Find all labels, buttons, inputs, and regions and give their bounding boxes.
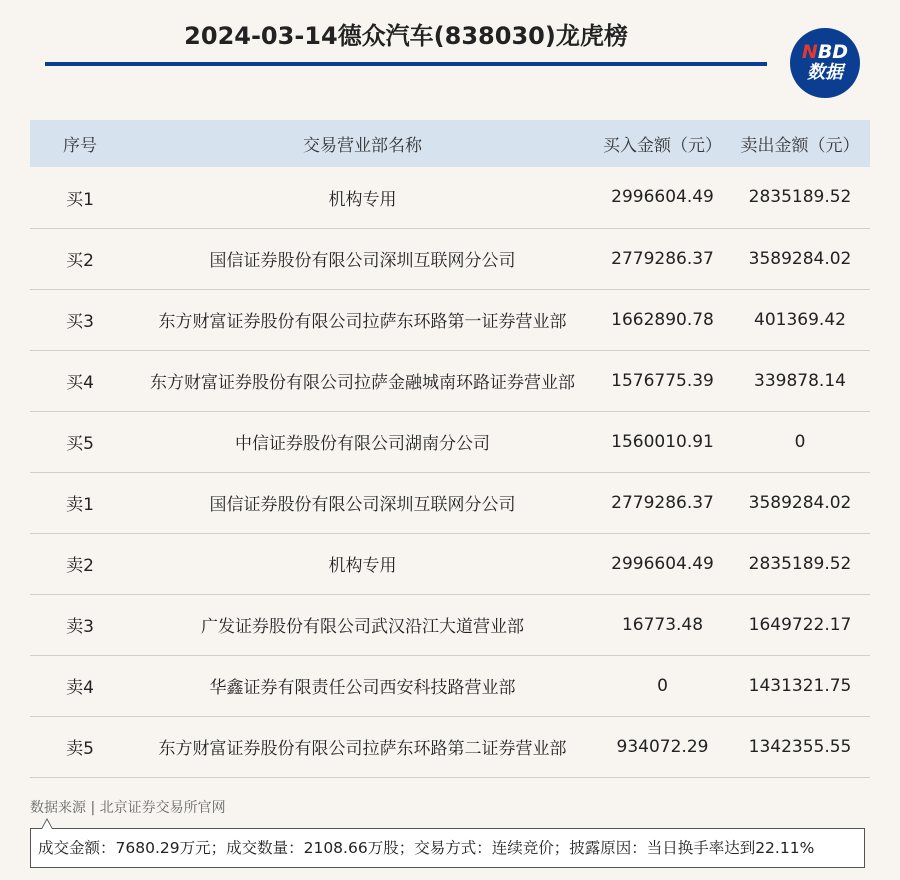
cell-branch-name: 东方财富证券股份有限公司拉萨东环路第一证券营业部	[158, 312, 567, 332]
page-title: 2024-03-14德众汽车(838030)龙虎榜	[184, 22, 628, 50]
table-row	[30, 594, 870, 655]
cell-sell-amount: 0	[794, 431, 806, 452]
cell-buy-amount: 1560010.91	[611, 431, 714, 452]
cell-seq: 卖1	[66, 495, 94, 515]
data-source: 数据来源 | 北京证券交易所官网	[30, 800, 226, 816]
cell-buy-amount: 2779286.37	[611, 248, 714, 269]
header-seq: 序号	[63, 136, 97, 156]
logo-n: N	[801, 41, 818, 63]
title-underline	[45, 62, 767, 66]
cell-buy-amount: 2779286.37	[611, 492, 714, 513]
cell-buy-amount: 1662890.78	[611, 309, 714, 330]
callout-pointer-fill	[42, 820, 52, 829]
table-row	[30, 655, 870, 716]
cell-branch-name: 机构专用	[328, 189, 397, 210]
cell-branch-name: 东方财富证券股份有限公司拉萨东环路第二证券营业部	[158, 739, 567, 759]
cell-buy-amount: 2996604.49	[611, 187, 714, 208]
cell-branch-name: 东方财富证券股份有限公司拉萨金融城南环路证券营业部	[150, 373, 575, 393]
cell-branch-name: 机构专用	[328, 556, 397, 576]
cell-branch-name: 广发证券股份有限公司武汉沿江大道营业部	[201, 617, 524, 637]
logo-bd: BD	[817, 41, 849, 63]
header-buy-amount: 买入金额（元）	[603, 136, 722, 156]
cell-sell-amount: 401369.42	[754, 309, 846, 330]
cell-sell-amount: 2835189.52	[748, 187, 852, 208]
nbd-logo	[790, 28, 860, 98]
table-row	[30, 533, 870, 594]
header-branch-name: 交易营业部名称	[303, 136, 422, 156]
table-header-row	[30, 120, 870, 167]
cell-seq: 卖5	[66, 739, 94, 759]
cell-sell-amount: 2835189.52	[748, 553, 852, 574]
cell-sell-amount: 3589284.02	[748, 492, 852, 513]
header-sell-amount: 卖出金额（元）	[740, 136, 860, 156]
cell-buy-amount: 2996604.49	[611, 553, 714, 574]
dragon-tiger-table	[30, 120, 870, 778]
table-row	[30, 228, 870, 289]
cell-sell-amount: 3589284.02	[748, 248, 852, 269]
table-row	[30, 716, 870, 777]
logo-text-bottom: 数据	[807, 62, 843, 83]
table-row	[30, 411, 870, 472]
cell-branch-name: 国信证券股份有限公司深圳互联网分公司	[209, 495, 516, 515]
cell-sell-amount: 1431321.75	[748, 675, 852, 696]
cell-buy-amount: 1576775.39	[611, 370, 714, 391]
trade-summary-note: 成交金额：7680.29万元；成交数量：2108.66万股；交易方式：连续竞价；披露原因：当日换手率达到22.11%	[30, 828, 865, 868]
cell-branch-name: 华鑫证券有限责任公司西安科技路营业部	[209, 678, 516, 698]
cell-seq: 买5	[66, 434, 94, 454]
cell-buy-amount: 0	[657, 675, 668, 696]
cell-seq: 买4	[66, 373, 94, 393]
cell-branch-name: 中信证券股份有限公司湖南分公司	[235, 434, 490, 454]
cell-sell-amount: 1649722.17	[748, 614, 852, 635]
cell-seq: 卖4	[66, 678, 94, 698]
logo-text-top	[802, 42, 848, 62]
cell-buy-amount: 934072.29	[616, 736, 709, 757]
cell-seq: 卖3	[66, 617, 94, 637]
cell-branch-name: 国信证券股份有限公司深圳互联网分公司	[209, 251, 516, 271]
cell-seq: 买2	[66, 251, 94, 271]
table-row	[30, 167, 870, 228]
cell-seq: 买1	[66, 189, 94, 210]
cell-sell-amount: 339878.14	[754, 370, 846, 391]
cell-sell-amount: 1342355.55	[748, 736, 852, 757]
cell-buy-amount: 16773.48	[621, 614, 704, 635]
cell-seq: 卖2	[66, 556, 94, 576]
cell-seq: 买3	[66, 312, 94, 332]
table-row	[30, 472, 870, 533]
table-row	[30, 289, 870, 350]
table-body	[30, 167, 870, 777]
table-row	[30, 350, 870, 411]
